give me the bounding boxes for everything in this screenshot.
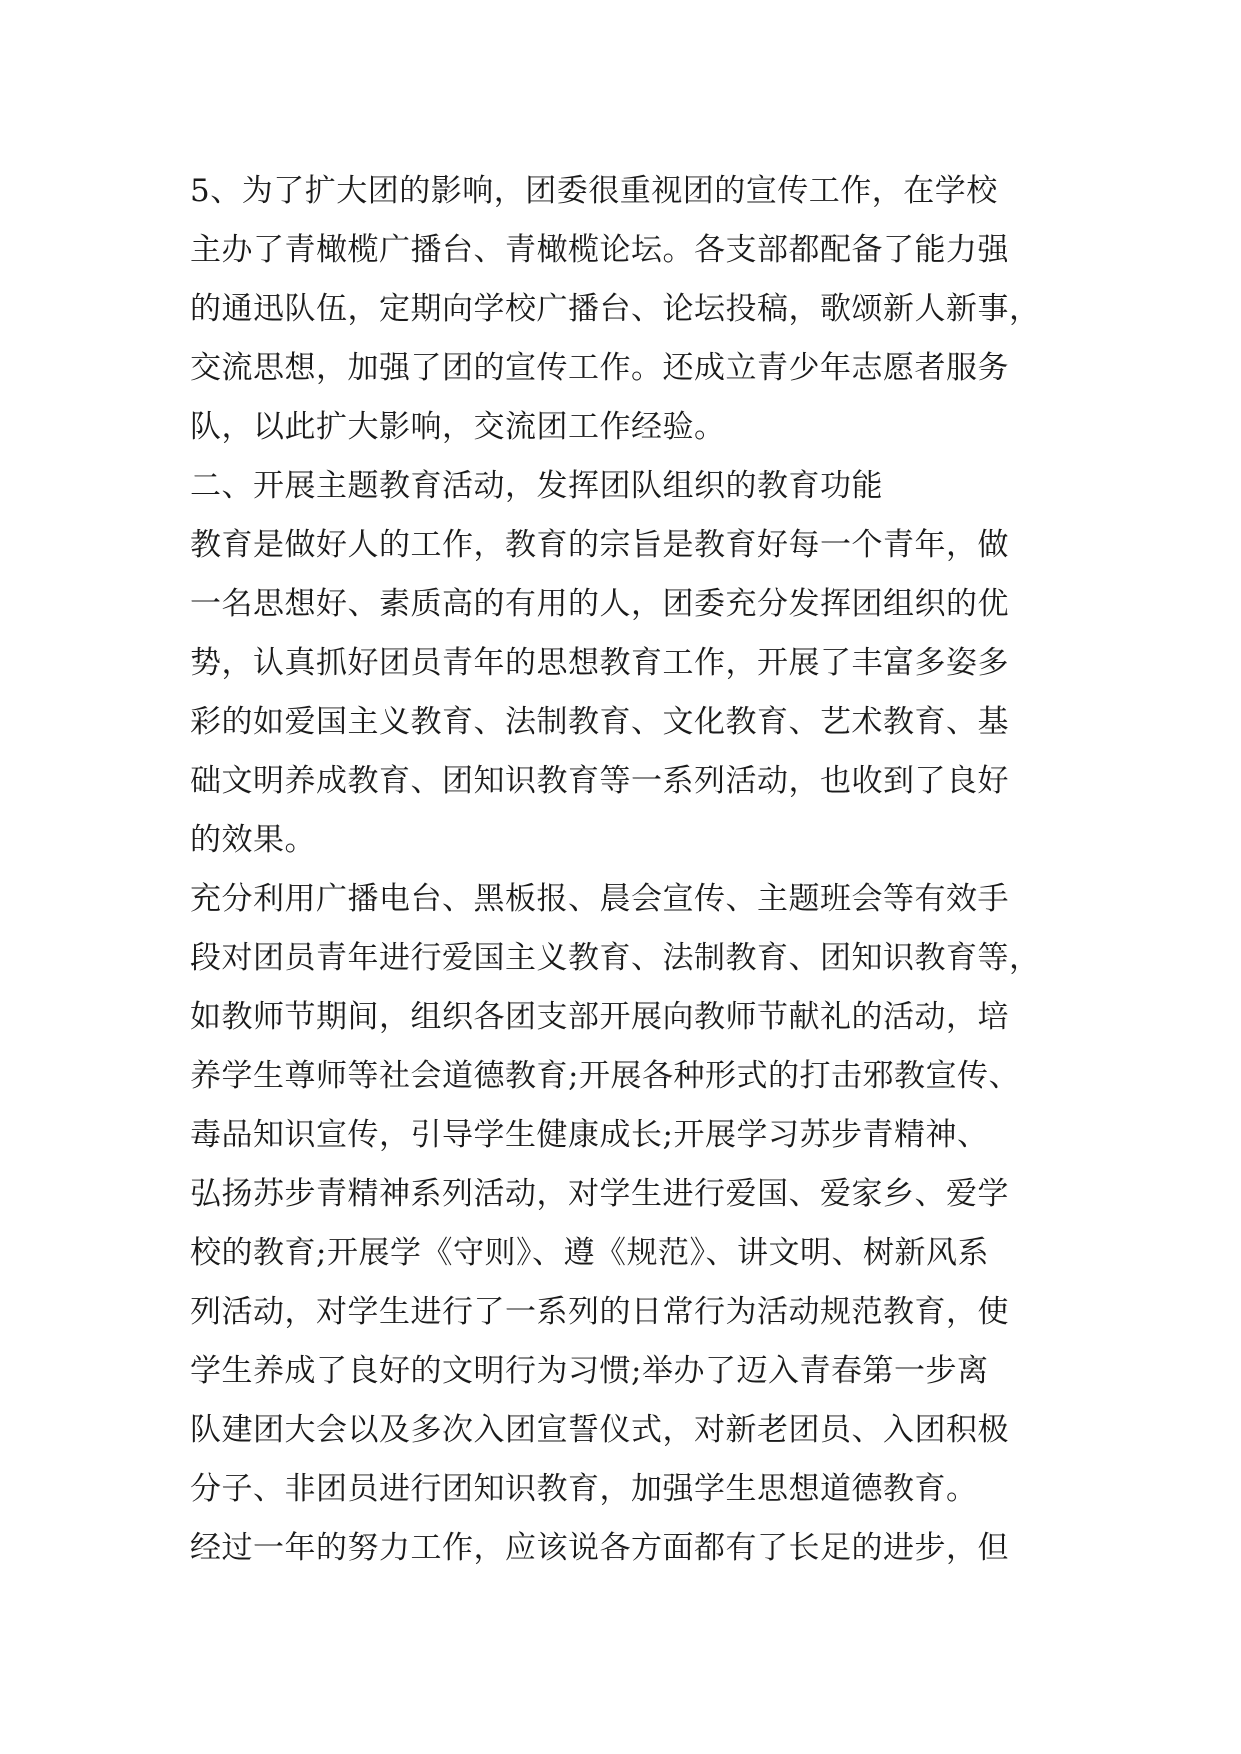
text-line: 交流思想，加强了团的宣传工作。还成立青少年志愿者服务 (190, 350, 1009, 386)
text-line: 列活动，对学生进行了一系列的日常行为活动规范教育，使 (190, 1294, 1009, 1330)
text-line: 段对团员青年进行爱国主义教育、法制教育、团知识教育等， (190, 940, 1041, 976)
text-line: 5、为了扩大团的影响，团委很重视团的宣传工作，在学校 (190, 173, 998, 209)
text-line: 经过一年的努力工作，应该说各方面都有了长足的进步，但 (190, 1530, 1009, 1566)
text-line: 队，以此扩大影响，交流团工作经验。 (190, 409, 726, 445)
text-line: 势，认真抓好团员青年的思想教育工作，开展了丰富多姿多 (190, 645, 1009, 681)
text-line: 弘扬苏步青精神系列活动，对学生进行爱国、爱家乡、爱学 (190, 1176, 1009, 1212)
text-line: 主办了青橄榄广播台、青橄榄论坛。各支部都配备了能力强 (190, 232, 1009, 268)
text-line: 础文明养成教育、团知识教育等一系列活动，也收到了良好 (190, 763, 1009, 799)
text-line: 养学生尊师等社会道德教育;开展各种形式的打击邪教宣传、 (190, 1058, 1020, 1094)
document-body (190, 162, 1070, 1578)
text-line: 校的教育;开展学《守则》、遵《规范》、讲文明、树新风系 (190, 1235, 989, 1271)
text-line: 充分利用广播电台、黑板报、晨会宣传、主题班会等有效手 (190, 881, 1009, 917)
text-line: 队建团大会以及多次入团宣誓仪式，对新老团员、入团积极 (190, 1412, 1009, 1448)
text-line: 教育是做好人的工作，教育的宗旨是教育好每一个青年，做 (190, 527, 1009, 563)
text-line: 如教师节期间，组织各团支部开展向教师节献礼的活动，培 (190, 999, 1009, 1035)
text-line: 彩的如爱国主义教育、法制教育、文化教育、艺术教育、基 (190, 704, 1009, 740)
text-line: 一名思想好、素质高的有用的人，团委充分发挥团组织的优 (190, 586, 1009, 622)
text-line: 毒品知识宣传，引导学生健康成长;开展学习苏步青精神、 (190, 1117, 989, 1153)
text-line: 学生养成了良好的文明行为习惯;举办了迈入青春第一步离 (190, 1353, 989, 1389)
text-line: 分子、非团员进行团知识教育，加强学生思想道德教育。 (190, 1471, 978, 1507)
text-line: 的通迅队伍，定期向学校广播台、论坛投稿，歌颂新人新事， (190, 291, 1041, 327)
section-heading: 二、开展主题教育活动，发挥团队组织的教育功能 (190, 468, 883, 504)
text-line: 的效果。 (190, 822, 316, 858)
